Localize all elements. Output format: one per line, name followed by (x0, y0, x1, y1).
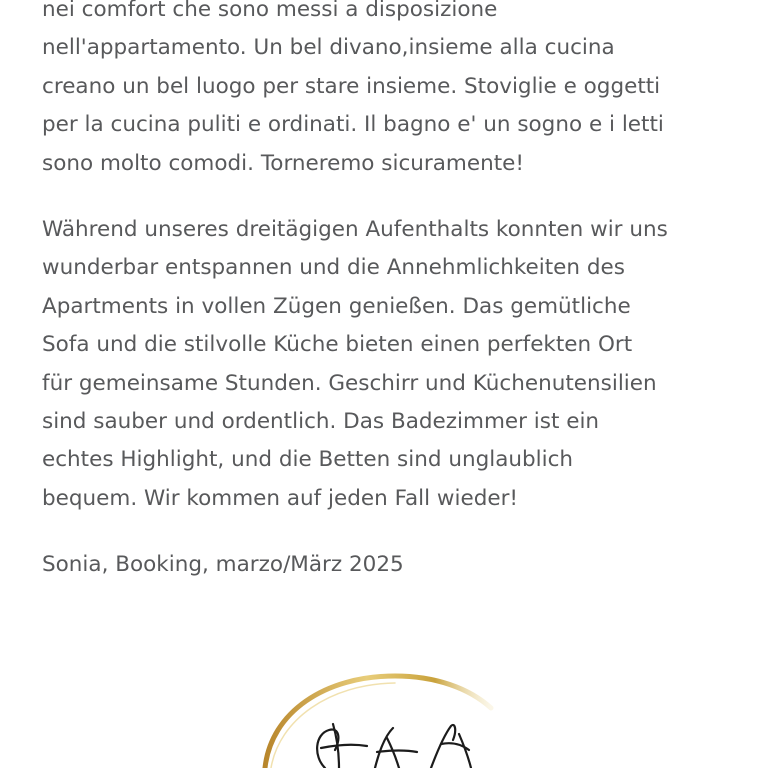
review-paragraph-german: Während unseres dreitägigen Aufenthalts konnten wir uns wunderbar entspannen und die Annehmlichkeiten des Apartments in vollen Zügen genießen. Das gemütliche Sofa und die stilvolle Küche bieten einen perfekten Ort für gemeinsame Stunden. Geschirr und Küchenutensilien sind sauber und ordentlich. Das Badezimmer ist ein echtes Highlight, und die Betten sind unglaublich bequem. Wir kommen auf jeden Fall wieder! (42, 217, 668, 511)
brand-logo (255, 664, 515, 768)
logo-emblem-icon (255, 664, 515, 768)
review-signature: Sonia, Booking, marzo/März 2025 (42, 552, 404, 578)
logo-script-mark (317, 724, 471, 768)
review-text-block (42, 0, 732, 613)
review-paragraph-italian: nei comfort che sono messi a disposizione nell'appartamento. Un bel divano,insieme alla cucina creano un bel luogo per stare insieme. Stoviglie e oggetti per la cucina puliti e ordinati. Il bagno e' un sogno e i letti sono molto comodi. Torneremo sicuramente! (42, 0, 664, 176)
